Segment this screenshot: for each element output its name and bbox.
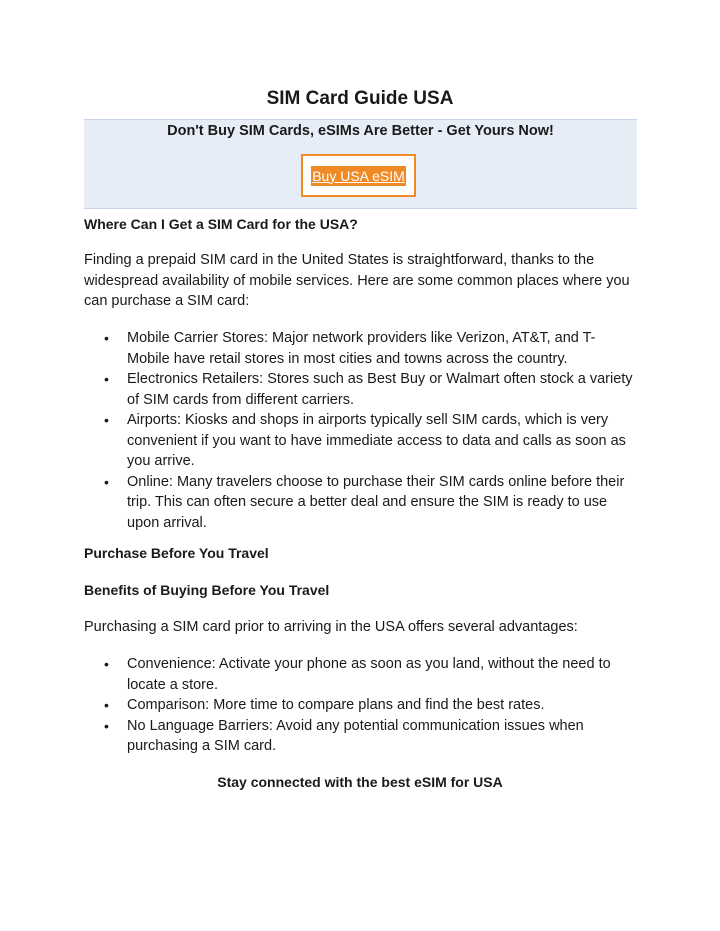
section-heading-purchase-before: Purchase Before You Travel (84, 545, 269, 561)
bullet-icon: • (104, 371, 109, 387)
list-item-text: Comparison: More time to compare plans and find the best rates. (127, 697, 545, 713)
closing-call-to-action: Stay connected with the best eSIM for USA (217, 774, 503, 790)
bullet-icon: • (104, 330, 109, 346)
bullet-icon: • (104, 656, 109, 672)
list-item-text: Online: Many travelers choose to purchase their SIM cards online before their trip. This can often secure a better deal and ensure the SIM is ready to use upon arrival. (127, 473, 625, 531)
section-intro-benefits: Purchasing a SIM card prior to arriving in the USA offers several advantages: (84, 619, 578, 635)
list-item-text: Electronics Retailers: Stores such as Best Buy or Walmart often stock a variety of SIM cards from different carriers. (127, 371, 633, 408)
bullet-icon: • (104, 697, 109, 713)
list-item (0, 716, 637, 757)
page-title: SIM Card Guide USA (266, 88, 454, 109)
list-item (0, 472, 637, 534)
list-item (0, 369, 637, 410)
bullet-icon: • (104, 717, 109, 734)
list-item-text: Convenience: Activate your phone as soon as you land, without the need to locate a store. (127, 656, 611, 693)
buy-esim-button[interactable]: Buy USA eSIM (312, 167, 405, 184)
bullet-icon: • (104, 473, 109, 490)
promo-banner (84, 119, 637, 209)
section-intro-where-to-buy: Finding a prepaid SIM card in the United States is straightforward, thanks to the widespread availability of mobile services. Here are some common places where you can purchase a SIM card: (84, 252, 630, 309)
section-subheading-benefits: Benefits of Buying Before You Travel (84, 582, 330, 598)
list-item-text: Mobile Carrier Stores: Major network providers like Verizon, AT&T, and T-Mobile have retail stores in most cities and towns across the country. (127, 330, 596, 367)
bullet-icon: • (104, 412, 109, 428)
list-item-text: Airports: Kiosks and shops in airports typically sell SIM cards, which is very convenient if you want to have immediate access to data and calls as soon as you arrive. (127, 412, 626, 469)
list-item (0, 410, 637, 472)
where-to-buy-list (0, 328, 720, 533)
list-item (0, 695, 637, 716)
promo-text: Don't Buy SIM Cards, eSIMs Are Better - Get Yours Now! (167, 123, 554, 139)
section-heading-where-to-buy: Where Can I Get a SIM Card for the USA? (84, 216, 358, 232)
list-item (0, 654, 637, 695)
list-item-text: No Language Barriers: Avoid any potential communication issues when purchasing a SIM card. (127, 717, 584, 754)
benefits-list (0, 654, 720, 757)
list-item (0, 328, 637, 369)
buy-esim-button-frame (301, 154, 416, 197)
